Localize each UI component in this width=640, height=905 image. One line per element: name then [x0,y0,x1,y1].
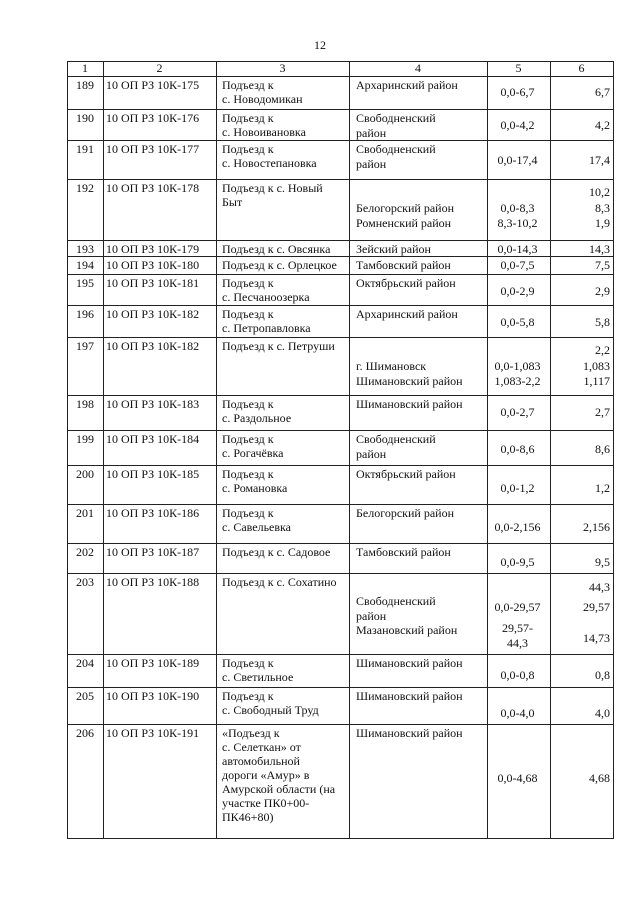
road-name: с. Раздольное [222,411,292,425]
road-name: ПК46+80) [222,810,274,824]
road-name: Быт [222,195,243,209]
road-name: Подъезд к [222,656,274,670]
km-range: 8,3-10,2 [497,216,538,230]
road-name: Подъезд к с. Орлецкое [222,258,337,272]
road-name: автомобильной [222,754,300,768]
row-number: 192 [76,181,94,195]
road-code: 10 ОП РЗ 10К-176 [106,111,200,125]
row-rule [67,274,614,275]
road-name: с. Романовка [222,481,288,495]
road-code: 10 ОП РЗ 10К-187 [106,545,200,559]
road-length: 2,2 [595,343,610,357]
row-number: 200 [76,467,94,481]
road-length: 29,57 [583,600,610,614]
column-header: 1 [82,61,88,75]
road-name: Подъезд к с. Садовое [222,545,331,559]
road-length: 8,6 [595,442,610,456]
road-name: Подъезд к с. Сохатино [222,575,337,589]
road-name: «Подъезд к [222,726,280,740]
row-rule [67,430,614,431]
road-length: 4,2 [595,118,610,132]
road-length: 0,8 [595,668,610,682]
road-name: с. Селеткан» от [222,740,301,754]
road-name: с. Петропавловка [222,321,311,335]
road-name: Подъезд к [222,307,274,321]
km-range: 0,0-6,7 [500,85,535,99]
district-name: Архаринский район [356,307,458,321]
km-range: 0,0-4,2 [500,118,535,132]
km-range: 0,0-14,3 [497,242,538,256]
road-length: 44,3 [589,580,610,594]
road-name: участке ПК0+00- [222,796,310,810]
km-range: 0,0-8,3 [500,201,535,215]
district-name: район [356,609,387,623]
road-name: Подъезд к [222,467,274,481]
district-name: Тамбовский район [356,545,451,559]
district-name: Белогорский район [356,506,454,520]
road-code: 10 ОП РЗ 10К-183 [106,397,200,411]
road-name: Подъезд к с. Овсянка [222,242,331,256]
district-name: Октябрьский район [356,467,456,481]
road-name: Подъезд к [222,397,274,411]
row-number: 190 [76,111,94,125]
km-range: 0,0-4,68 [497,771,538,785]
row-rule [67,573,614,574]
row-rule [67,504,614,505]
road-name: Подъезд к [222,142,274,156]
road-name: Подъезд к [222,689,274,703]
road-name: с. Рогачёвка [222,446,284,460]
district-name: район [356,447,387,461]
district-name: Свободненский [356,111,436,125]
road-name: с. Песчаноозерка [222,290,310,304]
road-length: 10,2 [589,185,610,199]
row-number: 198 [76,397,94,411]
district-name: Шимановский район [356,397,463,411]
row-rule [67,305,614,306]
km-range: 0,0-7,5 [500,258,535,272]
road-code: 10 ОП РЗ 10К-189 [106,656,200,670]
km-range: 0,0-29,57 [494,600,541,614]
road-length: 1,083 [583,359,610,373]
road-code: 10 ОП РЗ 10К-181 [106,276,200,290]
road-code: 10 ОП РЗ 10К-177 [106,142,200,156]
row-rule [67,838,614,839]
road-name: Подъезд к с. Новый [222,181,323,195]
km-range: 0,0-0,8 [500,668,535,682]
road-length: 1,117 [583,374,610,388]
km-range: 0,0-2,156 [494,520,541,534]
road-code: 10 ОП РЗ 10К-191 [106,726,200,740]
km-range: 44,3 [507,636,528,650]
row-number: 206 [76,726,94,740]
road-code: 10 ОП РЗ 10К-190 [106,689,200,703]
km-range: 0,0-1,083 [494,359,541,373]
road-name: дороги «Амур» в [222,768,310,782]
km-range: 0,0-1,2 [500,481,535,495]
row-rule [67,240,614,241]
district-name: Тамбовский район [356,258,451,272]
row-number: 204 [76,656,94,670]
column-header: 6 [578,61,585,75]
road-name: с. Светильное [222,670,294,684]
road-length: 8,3 [595,201,610,215]
road-code: 10 ОП РЗ 10К-182 [106,339,200,353]
road-name: Подъезд к с. Петруши [222,339,335,353]
road-length: 7,5 [595,258,610,272]
km-range: 29,57- [502,621,533,635]
district-name: Свободненский [356,594,436,608]
district-name: Шимановский район [356,656,463,670]
district-name: Октябрьский район [356,276,456,290]
road-length: 14,73 [583,631,610,645]
page-number: 12 [314,38,326,52]
row-number: 202 [76,545,94,559]
row-rule [67,109,614,110]
road-length: 1,2 [595,481,610,495]
district-name: Свободненский [356,432,436,446]
district-name: Свободненский [356,142,436,156]
row-number: 193 [76,242,94,256]
road-name: с. Новостепановка [222,156,317,170]
road-name: Амурской области (на [222,782,336,796]
road-name: Подъезд к [222,276,274,290]
row-rule [67,76,614,77]
row-number: 199 [76,432,94,446]
column-rule [349,61,350,838]
road-name: с. Новодомикан [222,92,303,106]
column-rule [216,61,217,838]
row-number: 194 [76,258,94,272]
column-rule [67,61,68,838]
row-number: 195 [76,276,94,290]
km-range: 0,0-4,0 [500,706,535,720]
district-name: Шимановский район [356,374,463,388]
road-code: 10 ОП РЗ 10К-178 [106,181,200,195]
district-name: Шимановский район [356,726,463,740]
row-rule [67,395,614,396]
road-length: 2,7 [595,405,610,419]
district-name: Белогорский район [356,201,454,215]
column-rule [613,61,614,838]
km-range: 0,0-2,9 [500,284,535,298]
road-code: 10 ОП РЗ 10К-188 [106,575,200,589]
district-name: Шимановский район [356,689,463,703]
km-range: 0,0-5,8 [500,315,535,329]
column-rule [103,61,104,838]
road-name: Подъезд к [222,506,274,520]
road-name: с. Свободный Труд [222,703,319,717]
road-length: 6,7 [595,85,610,99]
row-number: 201 [76,506,94,520]
district-name: район [356,126,387,140]
road-length: 9,5 [595,555,610,569]
road-code: 10 ОП РЗ 10К-185 [106,467,200,481]
road-name: с. Новоивановка [222,125,306,139]
road-length: 4,0 [595,706,610,720]
road-name: Подъезд к [222,432,274,446]
row-rule [67,654,614,655]
row-rule [67,687,614,688]
district-name: Архаринский район [356,78,458,92]
road-length: 1,9 [595,216,610,230]
road-length: 14,3 [589,242,610,256]
road-length: 2,9 [595,284,610,298]
km-range: 0,0-17,4 [497,153,538,167]
district-name: район [356,157,387,171]
road-name: Подъезд к [222,78,274,92]
column-header: 3 [279,61,286,75]
road-code: 10 ОП РЗ 10К-186 [106,506,200,520]
district-name: г. Шимановск [356,359,427,373]
road-name: Подъезд к [222,111,274,125]
road-length: 2,156 [583,520,610,534]
district-name: Ромненский район [356,216,452,230]
row-rule [67,140,614,141]
road-code: 10 ОП РЗ 10К-182 [106,307,200,321]
row-number: 189 [76,78,94,92]
road-code: 10 ОП РЗ 10К-175 [106,78,200,92]
row-rule [67,179,614,180]
road-code: 10 ОП РЗ 10К-184 [106,432,200,446]
column-header: 4 [415,61,421,75]
km-range: 0,0-2,7 [500,405,535,419]
column-header: 5 [515,61,522,75]
road-name: с. Савельевка [222,520,292,534]
road-code: 10 ОП РЗ 10К-179 [106,242,200,256]
district-name: Мазановский район [356,623,458,637]
row-rule [67,465,614,466]
row-number: 205 [76,689,94,703]
row-number: 191 [76,142,94,156]
row-rule [67,543,614,544]
row-rule [67,724,614,725]
km-range: 0,0-9,5 [500,555,535,569]
row-number: 196 [76,307,94,321]
road-code: 10 ОП РЗ 10К-180 [106,258,200,272]
km-range: 0,0-8,6 [500,442,535,456]
column-header: 2 [156,61,163,75]
district-name: Зейский район [356,242,431,256]
row-number: 203 [76,575,94,589]
road-length: 4,68 [589,771,610,785]
road-length: 5,8 [595,315,610,329]
km-range: 1,083-2,2 [494,374,541,388]
road-length: 17,4 [589,153,610,167]
row-number: 197 [76,339,94,353]
row-rule [67,337,614,338]
